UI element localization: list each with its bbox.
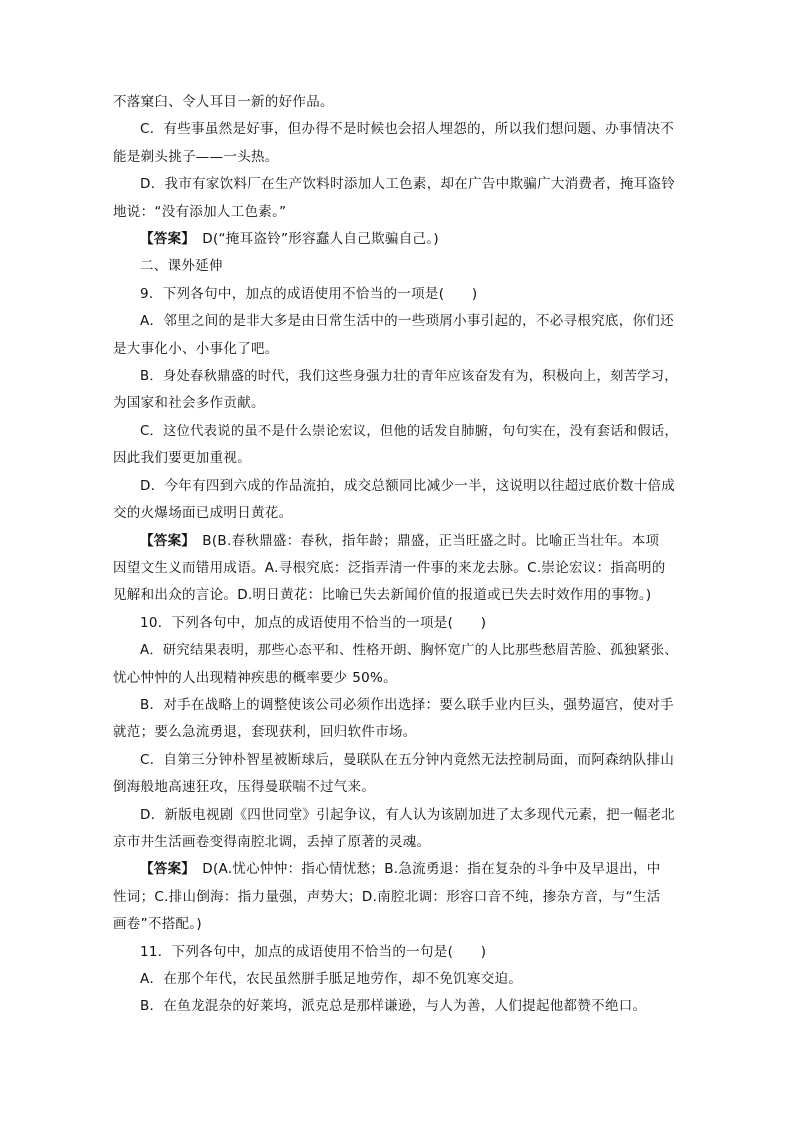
text-line [113, 884, 683, 911]
line-text: A．邻里之间的是非大多是由日常生活中的一些琐屑小事引起的，不必寻根究底，你们还 [140, 313, 674, 330]
text-line [113, 692, 683, 719]
text-line [113, 363, 683, 390]
line-text: 10．下列各句中，加点的成语使用不恰当的一项是( ) [140, 614, 487, 631]
text-line [113, 993, 683, 1020]
document-body [113, 89, 683, 1021]
text-line [113, 747, 683, 774]
text-line [113, 336, 683, 363]
text-line [113, 253, 683, 280]
text-line [113, 226, 683, 253]
text-line [113, 528, 683, 555]
text-line [113, 966, 683, 993]
text-line [113, 199, 683, 226]
text-line [113, 144, 683, 171]
line-text: A．研究结果表明，那些心态平和、性格开朗、胸怀宽广的人比那些愁眉苦脸、孤独紧张、 [140, 643, 678, 659]
text-line [113, 308, 683, 335]
text-line [113, 802, 683, 829]
text-line [113, 911, 683, 938]
line-text: 因望文生义而错用成语。A.寻根究底：泛指弄清一件事的来龙去脉。C.崇论宏议：指高明的 [113, 559, 666, 576]
text-line [113, 582, 683, 609]
line-text: 交的火爆场面已成明日黄花。 [113, 505, 293, 522]
text-line [113, 665, 683, 692]
answer-label: 【答案】 [140, 231, 189, 248]
line-text: 就范；要么急流勇退，套现获利，回归软件市场。 [113, 724, 417, 741]
text-line [113, 500, 683, 527]
line-text: 不落窠臼、令人耳目一新的好作品。 [113, 94, 334, 110]
text-line [113, 171, 683, 198]
text-line [113, 829, 683, 856]
answer-label: 【答案】 [140, 532, 189, 549]
text-line [113, 856, 683, 883]
line-text: C．有些事虽然是好事，但办得不是时候也会招人埋怨的，所以我们想问题、办事情决不 [140, 121, 675, 138]
text-line [113, 610, 683, 637]
line-text: 见解和出众的言论。D.明日黄花：比喻已失去新闻价值的报道或已失去时效作用的事物。) [113, 587, 652, 604]
text-line [113, 473, 683, 500]
line-text: B．对手在战略上的调整使该公司必须作出选择：要么联手业内巨头，强势逼宫，使对手 [140, 696, 674, 713]
line-text: D．今年有四到六成的作品流拍，成交总额同比减少一半，这说明以往超过底价数十倍成 [140, 477, 676, 494]
line-text: 为国家和社会多作贡献。 [113, 395, 265, 412]
text-line [113, 418, 683, 445]
line-text: 地说：“没有添加人工色素。” [113, 203, 287, 220]
line-text: B．在鱼龙混杂的好莱坞，派克总是那样谦逊，与人为善，人们提起他都赞不绝口。 [140, 998, 647, 1015]
line-text: 京市井生活画卷变得南腔北调，丢掉了原著的灵魂。 [113, 833, 431, 850]
answer-label: 【答案】 [140, 861, 189, 878]
text-line [113, 390, 683, 417]
line-text: C．自第三分钟朴智星被断球后，曼联队在五分钟内竟然无法控制局面，而阿森纳队排山 [140, 751, 675, 768]
line-text: 是大事化小、小事化了吧。 [113, 340, 279, 357]
line-text: 因此我们要更加重视。 [113, 450, 251, 467]
line-text: D．新版电视剧《四世同堂》引起争议，有人认为该剧加进了太多现代元素，把一幅老北 [140, 806, 676, 823]
line-text: D(“掩耳盗铃”形容蠢人自己欺骗自己。) [188, 231, 439, 248]
line-text: 倒海般地高速狂攻，压得曼联喘不过气来。 [113, 779, 376, 796]
line-text: A．在那个年代，农民虽然胼手胝足地劳作，却不免饥寒交迫。 [140, 971, 523, 987]
text-line [113, 89, 683, 116]
line-text: 9．下列各句中，加点的成语使用不恰当的一项是( ) [140, 285, 478, 302]
line-text: D．我市有家饮料厂在生产饮料时添加人工色素，却在广告中欺骗广大消费者，掩耳盗铃 [140, 176, 676, 193]
text-line [113, 719, 683, 746]
line-text: 性词；C.排山倒海：指力量强，声势大；D.南腔北调：形容口音不纯，掺杂方音，与“生活 [113, 888, 661, 905]
line-text: 忧心忡忡的人出现精神疾患的概率要少 50%。 [113, 669, 397, 686]
line-text: 二、课外延伸 [140, 258, 223, 275]
text-line [113, 555, 683, 582]
line-text: 11．下列各句中，加点的成语使用不恰当的一句是( ) [140, 943, 487, 960]
text-line [113, 939, 683, 966]
line-text: B．身处春秋鼎盛的时代，我们这些身强力壮的青年应该奋发有为，积极向上，刻苦学习， [140, 369, 678, 385]
text-line [113, 774, 683, 801]
text-line [113, 281, 683, 308]
text-line [113, 445, 683, 472]
line-text: B(B.春秋鼎盛：春秋，指年龄；鼎盛，正当旺盛之时。比喻正当壮年。本项 [188, 532, 660, 549]
line-text: C．这位代表说的虽不是什么崇论宏议，但他的话发自肺腑，句句实在，没有套话和假话， [140, 423, 679, 439]
line-text: D(A.忧心忡忡：指心情忧愁；B.急流勇退：指在复杂的斗争中及早退出，中 [188, 861, 661, 878]
text-line [113, 637, 683, 664]
line-text: 能是剃头挑子——一头热。 [113, 148, 279, 165]
text-line [113, 116, 683, 143]
line-text: 画卷”不搭配。) [113, 916, 202, 933]
